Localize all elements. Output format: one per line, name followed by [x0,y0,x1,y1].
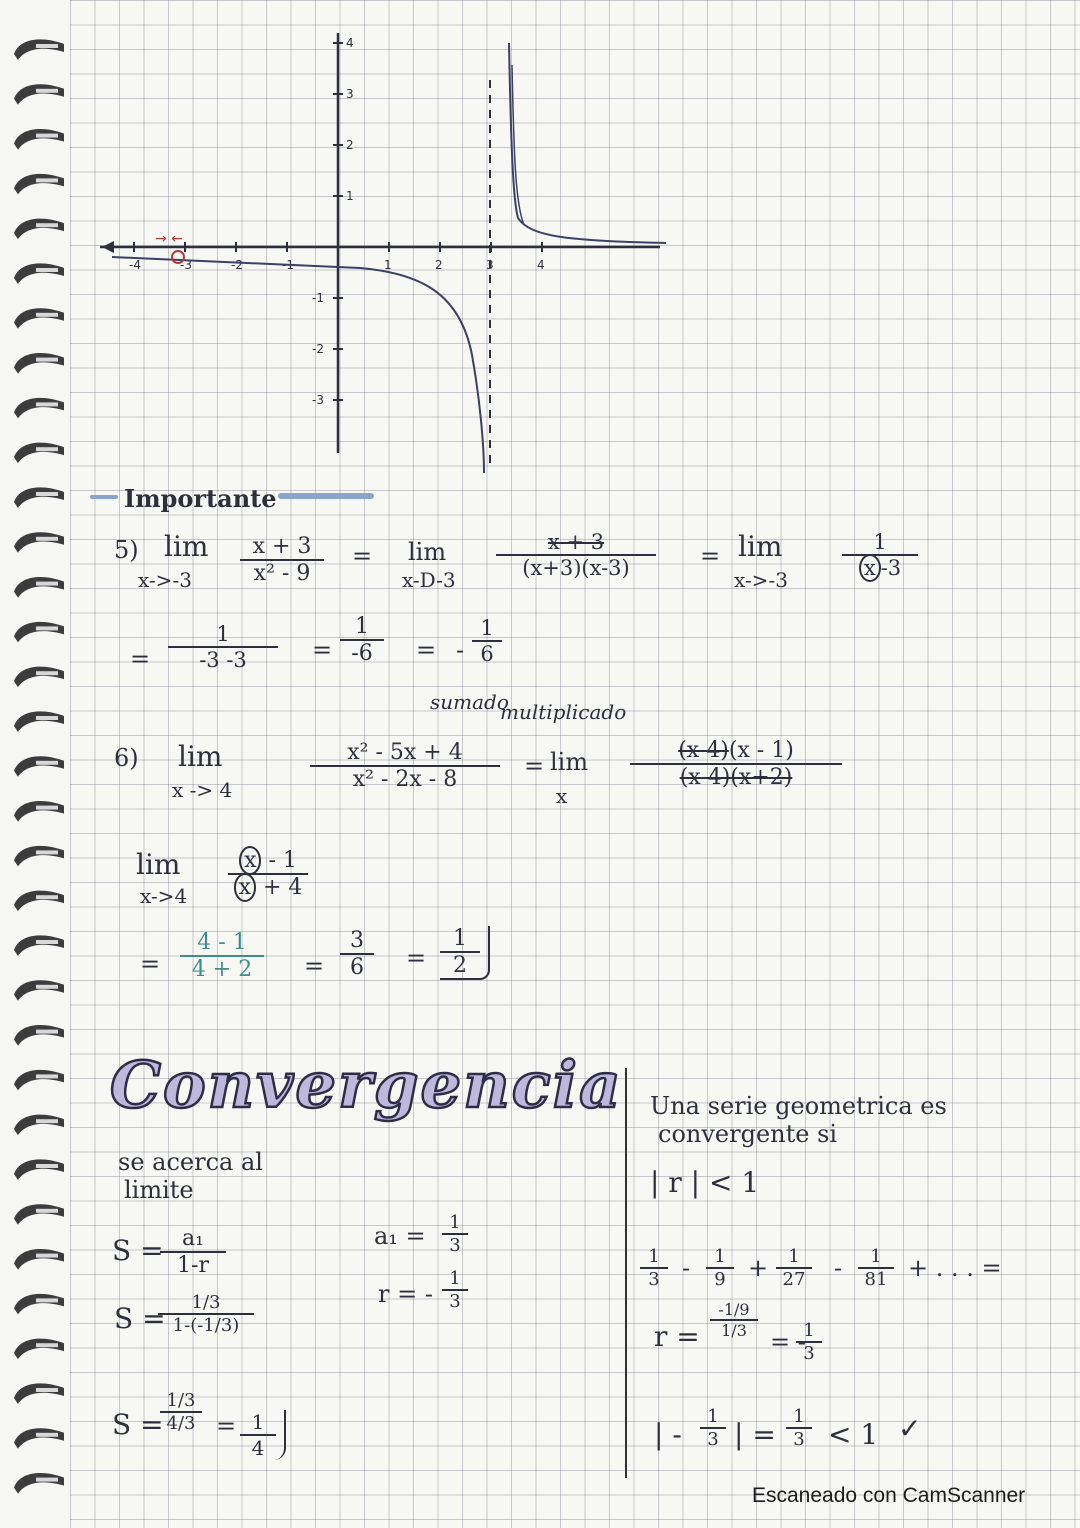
conv-f3-res-num: 1 [240,1410,276,1436]
y-tick-label: 2 [346,138,354,152]
spiral-ring [14,532,64,553]
ex5-s1-den: -3 -3 [199,648,247,672]
spiral-ring-highlight [36,1074,58,1078]
spiral-ring-highlight [36,940,58,944]
conv-f3-result [240,1410,286,1460]
spiral-ring-highlight [36,1209,58,1213]
spiral-ring [14,756,64,777]
approach-arrows: → ← [155,231,183,247]
ex6-r1 [180,930,264,982]
x-tick-label: -2 [231,258,243,272]
ex6-lim1: lim [178,740,223,773]
eq-sign: = [524,752,545,780]
spiral-ring [14,622,64,643]
spiral-ring [14,1428,64,1449]
hole-marker [172,251,184,263]
geo-t3 [776,1246,812,1290]
spiral-ring [14,39,64,60]
left-branch-curve [112,257,484,473]
conv-f2-lhs: S = [114,1302,166,1335]
spiral-ring-highlight [36,223,58,227]
ex6-number: 6) [114,744,139,772]
column-divider [625,1068,627,1478]
ex6-l2-frac [228,848,308,900]
ex5-sub3: x->-3 [734,568,788,592]
ex5-s2-num: 1 [340,614,384,641]
ex5-step1 [168,622,278,672]
spiral-ring-highlight [36,895,58,899]
conv-r-num: 1 [442,1268,468,1291]
spiral-ring [14,711,64,732]
ex6-sub2: x [556,784,568,808]
ex6-r2 [340,928,374,980]
spiral-ring [14,308,64,329]
right-branch-trace [512,65,524,225]
geo-r-res-num: 1 [796,1320,822,1343]
ex5-sub2: x-D-3 [402,568,456,592]
geo-abs-num: 1 [700,1406,726,1429]
spiral-ring [14,891,64,912]
ex5-frac3 [842,530,918,580]
spiral-ring-highlight [36,1254,58,1258]
geo-condition: | r | < 1 [650,1166,760,1199]
geo-r-eq: = - [770,1328,806,1356]
conv-f3-num: 1/3 [160,1390,202,1413]
conv-f2-den: 1-(-1/3) [172,1315,240,1336]
ex5-lim3: lim [738,530,783,563]
conv-a1-label: a₁ = [374,1222,426,1250]
spiral-ring [14,1115,64,1136]
ex5-den1: x² - 9 [253,561,311,586]
ex6-r1-den: 4 + 2 [191,957,253,982]
highlight-right [278,493,374,499]
spiral-ring-highlight [36,850,58,854]
spiral-ring-highlight [36,492,58,496]
ex5-lim2: lim [408,538,447,566]
geo-t1-den: 3 [648,1269,660,1290]
ex5-s3-sign: - [456,636,465,664]
eq-sign: = [130,645,151,673]
geo-r-label: r = [654,1320,700,1353]
geo-tail: + . . . = [908,1254,1002,1282]
geo-t2-num: 1 [706,1246,734,1269]
geo-abs2-den: 3 [793,1429,805,1450]
highlight-left [90,495,118,499]
ex6-r3-den: 2 [453,953,467,978]
ex6-sub1: x -> 4 [172,778,233,802]
spiral-ring [14,801,64,822]
spiral-ring-highlight [36,1388,58,1392]
y-tick-label: 4 [346,36,354,50]
ex5-step2 [340,614,384,666]
conv-f1-den: 1-r [177,1253,209,1278]
ex5-s2-den: -6 [351,641,373,666]
conv-r-den: 3 [449,1291,461,1312]
spiral-ring [14,667,64,688]
conv-subtitle-1: se acerca al [118,1148,263,1176]
geo-t4 [858,1246,894,1290]
spiral-ring-highlight [36,716,58,720]
ex5-sub1: x->-3 [138,568,192,592]
x-tick-label: -3 [180,258,192,272]
spiral-ring [14,980,64,1001]
y-tick-label: 1 [346,189,354,203]
ex6-num1: x² - 5x + 4 [310,740,500,767]
spiral-ring-highlight [36,268,58,272]
ex6-lim2: lim [550,748,589,776]
conv-r [442,1268,468,1312]
geo-t3-num: 1 [776,1246,812,1269]
y-tick-label: 3 [346,87,354,101]
spiral-binding [0,0,72,1528]
spiral-ring [14,263,64,284]
geo-abs-right: | = [734,1418,776,1451]
geo-abs2-frac [786,1406,812,1450]
spiral-ring [14,935,64,956]
spiral-ring [14,353,64,374]
ex5-den2: (x+3)(x-3) [522,556,630,580]
conv-f3-eq: = [216,1412,237,1440]
ex6-frac1 [310,740,500,792]
spiral-ring-highlight [36,134,58,138]
spiral-ring [14,1204,64,1225]
conv-f3-res-den: 4 [251,1436,265,1460]
spiral-ring [14,219,64,240]
ex5-step3 [472,616,502,666]
spiral-ring [14,1473,64,1494]
spiral-ring-highlight [36,671,58,675]
spiral-ring-highlight [36,178,58,182]
spiral-ring-highlight [36,582,58,586]
spiral-ring-highlight [36,985,58,989]
ex5-num2: x + 3 [496,530,656,556]
geo-op1: - [682,1254,691,1282]
spiral-ring-highlight [36,402,58,406]
geo-t2 [706,1246,734,1290]
ex6-r3-num: 1 [440,926,480,953]
geo-t2-den: 9 [714,1269,726,1290]
y-ticks [312,36,354,407]
ex6-den1: x² - 2x - 8 [352,767,458,792]
spiral-ring [14,129,64,150]
x-axis-arrow [102,241,114,253]
spiral-ring-highlight [36,44,58,48]
spiral-ring-highlight [36,89,58,93]
ex5-lim1: lim [164,530,209,563]
conv-f1 [160,1226,226,1278]
geo-abs-den: 3 [707,1429,719,1450]
geo-t1 [640,1246,668,1290]
spiral-ring-highlight [36,761,58,765]
spiral-ring-highlight [36,1164,58,1168]
spiral-ring-highlight [36,1478,58,1482]
geo-r-res-den: 3 [803,1343,815,1364]
spiral-ring [14,1070,64,1091]
geo-r-res [796,1320,822,1364]
spiral-ring [14,1294,64,1315]
y-tick-label: -1 [312,291,324,305]
x-tick-label: -1 [282,258,294,272]
ex5-s1-num: 1 [168,622,278,648]
spiral-ring [14,1339,64,1360]
convergence-title: Convergencia [110,1048,623,1123]
x-tick-label: 4 [537,258,545,272]
conv-a1 [442,1212,468,1256]
eq-sign: = [304,952,325,980]
spiral-ring-highlight [36,1030,58,1034]
spiral-ring-highlight [36,1298,58,1302]
ex6-r2-num: 3 [340,928,374,955]
x-tick-label: 1 [384,258,392,272]
right-branch-curve [509,43,666,243]
spiral-ring-highlight [36,447,58,451]
ex6-l2-sub: x->4 [140,884,188,908]
ex6-frac2 [630,738,842,790]
ex6-l2-den-rest: + 4 [262,875,303,900]
ex5-den3-rest: -3 [880,556,902,580]
spiral-ring [14,174,64,195]
ex6-l2-lim: lim [136,848,181,881]
ex5-circled-x: x [859,554,881,582]
conv-r-label: r = - [378,1280,433,1308]
y-tick-label: -3 [312,393,324,407]
spiral-ring [14,1025,64,1046]
geo-t4-num: 1 [858,1246,894,1269]
spiral-ring [14,846,64,867]
conv-f2-num: 1/3 [158,1292,254,1315]
note-multiplicado: multiplicado [500,700,627,724]
ex6-r2-den: 6 [350,955,364,980]
spiral-ring-highlight [36,1433,58,1437]
geo-line1: Una serie geometrica es [650,1092,947,1120]
conv-f3-den: 4/3 [166,1413,196,1434]
important-heading: Importante [124,484,277,513]
note-sumado: sumado [430,690,509,714]
conv-subtitle-2: limite [124,1176,194,1204]
ex6-r3-boxed [440,926,490,980]
geo-t4-den: 81 [864,1269,888,1290]
eq-sign: = [406,944,427,972]
ex6-circled-x-den: x [234,873,256,902]
spiral-ring-highlight [36,313,58,317]
geo-line2: convergente si [658,1120,838,1148]
geo-abs2-num: 1 [786,1406,812,1429]
ex5-s3-num: 1 [472,616,502,642]
conv-a1-den: 3 [449,1235,461,1256]
conv-a1-num: 1 [442,1212,468,1235]
geo-r-frac [710,1300,758,1340]
y-tick-label: -2 [312,342,324,356]
spiral-ring [14,398,64,419]
check-icon: ✓ [898,1412,922,1445]
ex5-number: 5) [114,536,139,564]
x-tick-label: -4 [129,258,141,272]
eq-sign: = [416,636,437,664]
spiral-ring [14,487,64,508]
spiral-ring [14,1249,64,1270]
eq-sign: = [140,950,161,978]
spiral-ring-highlight [36,806,58,810]
ex5-num1: x + 3 [240,534,324,561]
spiral-ring [14,1159,64,1180]
ex6-num2-a: (x-4) [678,738,729,763]
geo-op3: - [834,1254,843,1282]
spiral-ring [14,577,64,598]
eq-sign: = [700,542,721,570]
eq-sign: = [312,636,333,664]
ex6-num2-b: (x - 1) [728,738,794,763]
eq-sign: = [352,542,373,570]
ex5-num3: 1 [842,530,918,556]
ex5-frac2 [496,530,656,580]
spiral-ring-highlight [36,358,58,362]
spiral-ring-highlight [36,1343,58,1347]
ex5-s3-den: 6 [480,642,494,666]
ex6-circled-x-num: x [239,846,261,875]
geo-t1-num: 1 [640,1246,668,1269]
geo-op2: + [748,1254,769,1282]
spiral-ring [14,1383,64,1404]
conv-f1-lhs: S = [112,1234,164,1267]
geo-abs-end: < 1 [828,1418,879,1451]
spiral-ring-highlight [36,626,58,630]
ex5-frac1 [240,534,324,586]
geo-abs-frac [700,1406,726,1450]
conv-f1-num: a₁ [160,1226,226,1253]
spiral-ring-highlight [36,1119,58,1123]
x-tick-label: 3 [486,258,494,272]
ex6-r1-num: 4 - 1 [180,930,264,957]
x-tick-label: 2 [435,258,443,272]
geo-t3-den: 27 [782,1269,806,1290]
geo-abs-left: | - [654,1418,682,1451]
spiral-ring [14,443,64,464]
conv-f3 [160,1390,202,1434]
ex6-den2: (x-4)(x+2) [679,765,793,790]
geo-r-num: -1/9 [710,1300,758,1321]
spiral-ring-highlight [36,537,58,541]
spiral-ring [14,84,64,105]
geo-r-den: 1/3 [721,1321,747,1340]
scanner-watermark: Escaneado con CamScanner [752,1484,1026,1507]
conv-f3-lhs: S = [112,1408,164,1441]
rational-function-graph [100,25,680,475]
conv-f2 [158,1292,254,1336]
ex6-l2-num-rest: - 1 [268,848,297,873]
